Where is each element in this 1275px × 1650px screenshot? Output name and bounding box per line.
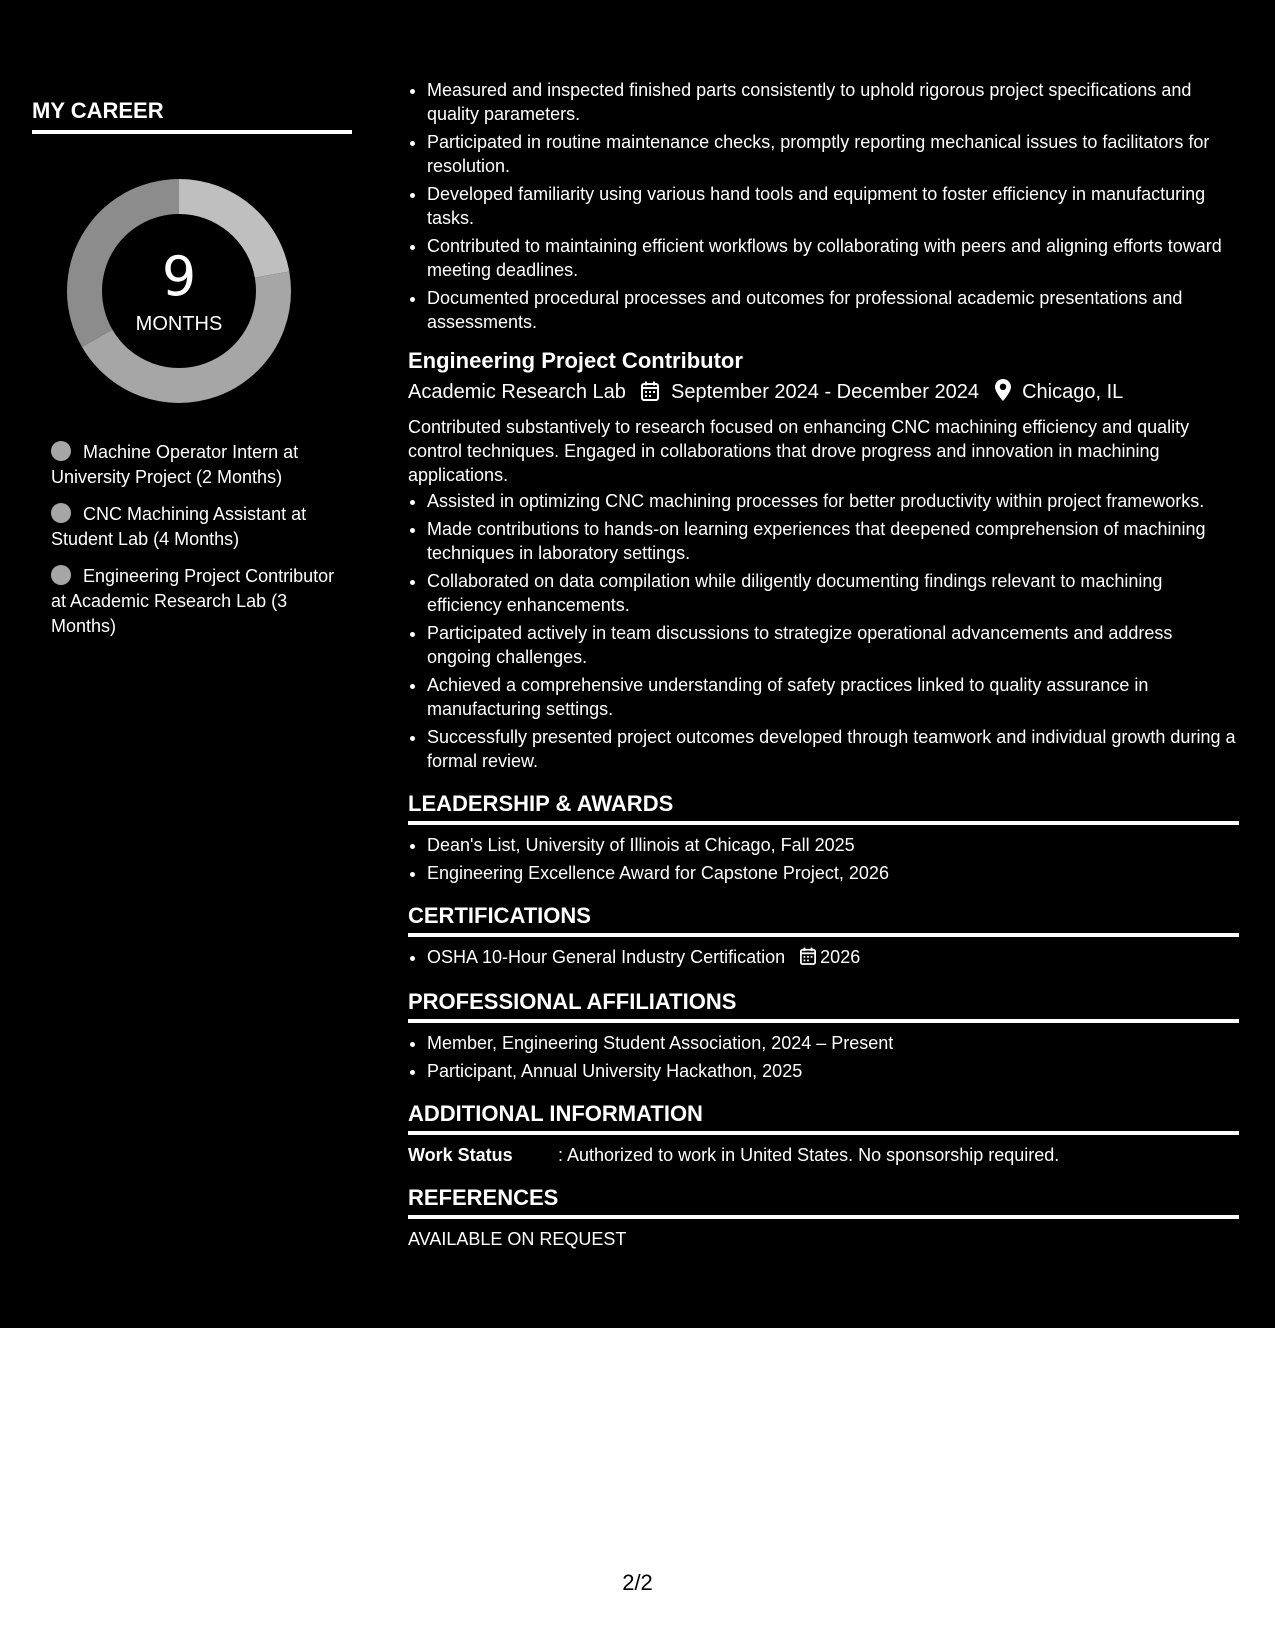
prev-job-bullets: [408, 78, 1239, 334]
bullet-item: • Participated actively in team discussions to strategize operational advancements and address ongoing challenges.: [427, 621, 1239, 669]
additional-info-title: ADDITIONAL INFORMATION: [408, 1101, 1239, 1135]
bullet-item: • Assisted in optimizing CNC machining processes for better productivity within project frameworks.: [427, 489, 1239, 513]
certifications-list: [408, 945, 1239, 971]
references-text: AVAILABLE ON REQUEST: [408, 1229, 627, 1249]
career-title: MY CAREER: [32, 98, 352, 134]
bullet-dot-icon: [51, 565, 71, 585]
certification-item: [427, 945, 1239, 971]
job-summary: Contributed substantively to research focused on enhancing CNC machining efficiency and quality control techniques. Engaged in collaborations that drove progress and innovation in machining applications.: [408, 417, 1190, 485]
award-item: • Dean's List, University of Illinois at Chicago, Fall 2025: [427, 833, 1239, 857]
bullet-dot-icon: [51, 441, 71, 461]
main-content: [408, 78, 1239, 1251]
work-status-value: : Authorized to work in United States. No sponsorship required.: [558, 1145, 1060, 1165]
career-list: [51, 440, 341, 639]
career-donut-chart: [66, 178, 292, 404]
bullet-item: • Collaborated on data compilation while diligently documenting findings relevant to machining efficiency enhancements.: [427, 569, 1239, 617]
bullet-dot-icon: [51, 503, 71, 523]
bullet-item: • Achieved a comprehensive understanding of safety practices linked to quality assurance in manufacturing settings.: [427, 673, 1239, 721]
calendar-icon: [800, 947, 816, 971]
career-item: [51, 440, 341, 490]
job-bullets: [408, 489, 1239, 773]
affiliation-item: • Member, Engineering Student Association, 2024 – Present: [427, 1031, 1239, 1055]
work-status-row: [408, 1143, 1239, 1167]
certification-year: 2026: [820, 947, 861, 967]
bullet-item: • Made contributions to hands-on learning experiences that deepened comprehension of machining techniques in laboratory settings.: [427, 517, 1239, 565]
awards-title: LEADERSHIP & AWARDS: [408, 791, 1239, 825]
job-meta: [408, 378, 1239, 409]
bullet-item: • Developed familiarity using various hand tools and equipment to foster efficiency in manufacturing tasks.: [427, 182, 1239, 230]
job-dates: September 2024 - December 2024: [671, 381, 979, 403]
career-item-label: Machine Operator Intern at University Project (2 Months): [51, 442, 299, 487]
affiliations-title: PROFESSIONAL AFFILIATIONS: [408, 989, 1239, 1023]
references-title: REFERENCES: [408, 1185, 1239, 1219]
career-item: [51, 564, 341, 639]
work-status-label: Work Status: [408, 1145, 513, 1165]
sidebar: [32, 98, 352, 651]
page-number: 2/2: [622, 1570, 653, 1595]
affiliations-list: [408, 1031, 1239, 1083]
bullet-item: • Participated in routine maintenance checks, promptly reporting mechanical issues to facilitators for resolution.: [427, 130, 1239, 178]
bullet-item: • Successfully presented project outcomes developed through teamwork and individual growth during a formal review.: [427, 725, 1239, 773]
certifications-title: CERTIFICATIONS: [408, 903, 1239, 937]
job-company: Academic Research Lab: [408, 381, 626, 403]
total-months-value: 9: [161, 245, 197, 308]
total-months-unit: MONTHS: [135, 313, 223, 335]
career-item: [51, 502, 341, 552]
location-pin-icon: [995, 379, 1011, 409]
job-title: Engineering Project Contributor: [408, 348, 743, 373]
career-item-label: CNC Machining Assistant at Student Lab (4 Months): [51, 504, 307, 549]
award-item: • Engineering Excellence Award for Capstone Project, 2026: [427, 861, 1239, 885]
job-location: Chicago, IL: [1022, 381, 1124, 403]
certification-name: OSHA 10-Hour General Industry Certification: [427, 947, 786, 967]
calendar-icon: [641, 381, 659, 409]
bullet-item: • Contributed to maintaining efficient workflows by collaborating with peers and aligning efforts toward meeting deadlines.: [427, 234, 1239, 282]
bullet-item: • Documented procedural processes and outcomes for professional academic presentations and assessments.: [427, 286, 1239, 334]
affiliation-item: • Participant, Annual University Hackathon, 2025: [427, 1059, 1239, 1083]
bullet-item: • Measured and inspected finished parts consistently to uphold rigorous project specifications and quality parameters.: [427, 78, 1239, 126]
career-item-label: Engineering Project Contributor at Academic Research Lab (3 Months): [51, 566, 335, 636]
awards-list: [408, 833, 1239, 885]
